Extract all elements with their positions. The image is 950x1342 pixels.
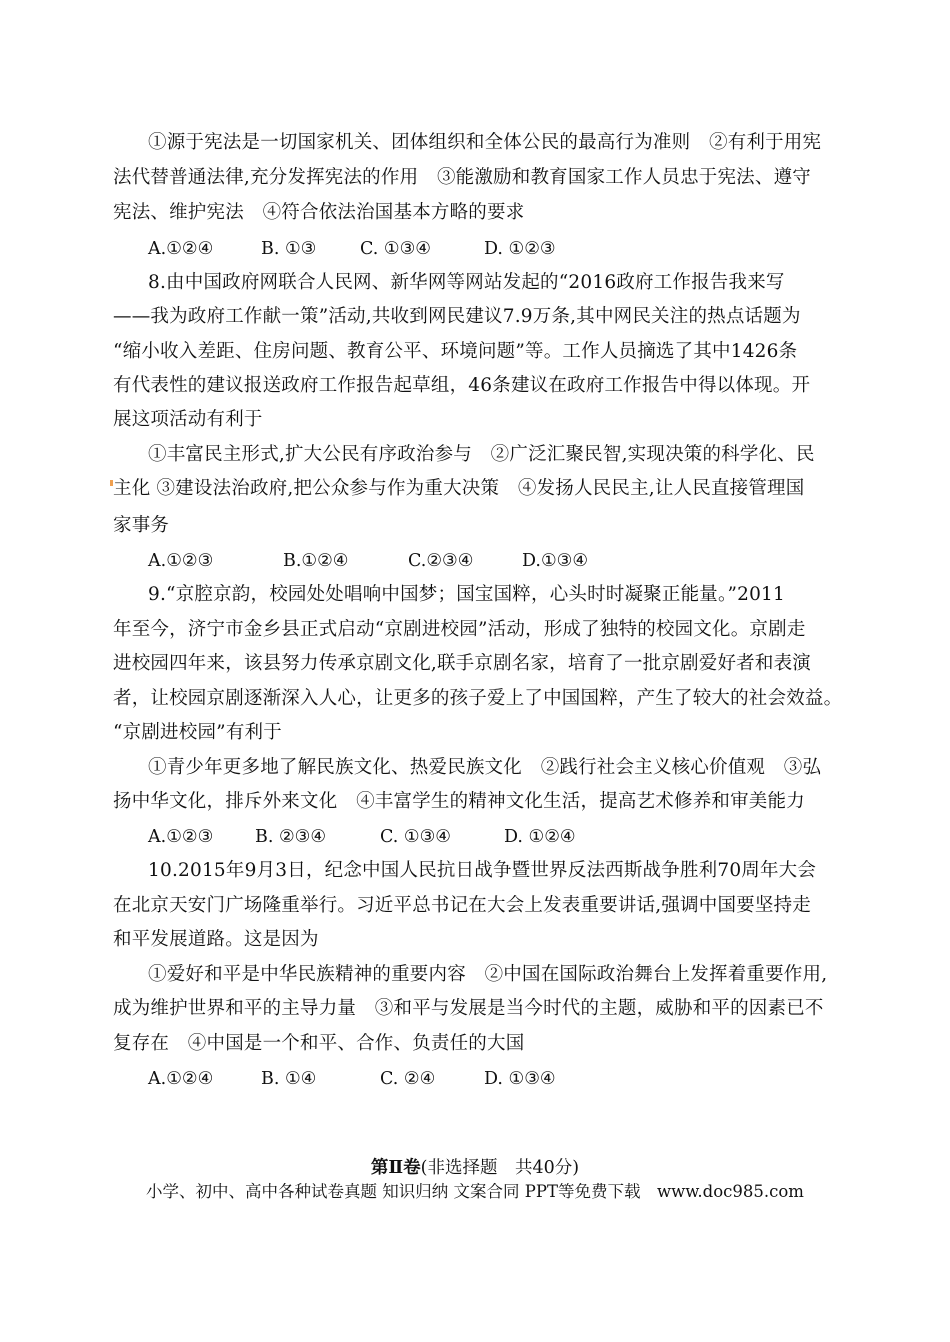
option-c: C.②③④ <box>408 551 474 571</box>
q8-choice-line: 家事务 <box>113 515 170 536</box>
q9-choice-line: ①青少年更多地了解民族文化、热爱民族文化 ②践行社会主义核心价值观 ③弘 <box>148 757 822 778</box>
q7-choice-line: ①源于宪法是一切国家机关、团体组织和全体公民的最高行为准则 ②有利于用宪 <box>148 132 822 153</box>
q10-choice-line: 复存在 ④中国是一个和平、合作、负责任的大国 <box>113 1033 525 1054</box>
section-heading-bold: 第Ⅱ卷 <box>370 1158 421 1178</box>
option-c: C. ②④ <box>380 1069 436 1089</box>
q10-stem-line: 10.2015年9月3日，纪念中国人民抗日战争暨世界反法西斯战争胜利70周年大会 <box>148 860 817 881</box>
option-a: A.①②④ <box>148 239 214 259</box>
q8-stem-line: ——我为政府工作献一策”活动,共收到网民建议7.9万条,其中网民关注的热点话题为 <box>113 306 801 327</box>
option-b: B. ①④ <box>261 1069 317 1089</box>
q8-stem-line: 展这项活动有利于 <box>113 409 263 430</box>
q8-stem-line: “缩小收入差距、住房问题、教育公平、环境问题”等。工作人员摘选了其中1426条 <box>113 341 798 362</box>
q9-stem-line: “京剧进校园”有利于 <box>113 722 282 743</box>
q9-stem-line: 9.“京腔京韵，校园处处唱响中国梦；国宝国粹，心头时时凝聚正能量。”2011 <box>148 584 786 605</box>
section-heading <box>0 1156 950 1180</box>
option-b: B.①②④ <box>283 551 349 571</box>
option-c: C. ①③④ <box>360 239 431 259</box>
option-b: B. ①③ <box>261 239 317 259</box>
option-d: D. ①③④ <box>484 1069 556 1089</box>
q8-stem-line: 8.由中国政府网联合人民网、新华网等网站发起的“2016政府工作报告我来写 <box>148 272 785 293</box>
option-d: D. ①②③ <box>484 239 556 259</box>
option-a: A.①②③ <box>148 551 214 571</box>
q7-choice-line: 宪法、维护宪法 ④符合依法治国基本方略的要求 <box>113 202 525 223</box>
q10-choice-line: ①爱好和平是中华民族精神的重要内容 ②中国在国际政治舞台上发挥着重要作用, <box>148 964 828 985</box>
q8-stem-line: 有代表性的建议报送政府工作报告起草组，46条建议在政府工作报告中得以体现。开 <box>113 375 811 396</box>
q10-stem-line: 和平发展道路。这是因为 <box>113 929 319 950</box>
q9-stem-line: 进校园四年来，该县努力传承京剧文化,联手京剧名家，培育了一批京剧爱好者和表演 <box>113 653 811 674</box>
option-b: B. ②③④ <box>255 827 327 847</box>
q8-choice-line: 主化 ③建设法治政府,把公众参与作为重大决策 ④发扬人民民主,让人民直接管理国 <box>113 478 805 499</box>
q7-choice-line: 法代替普通法律,充分发挥宪法的作用 ③能激励和教育国家工作人员忠于宪法、遵守 <box>113 167 811 188</box>
q10-stem-line: 在北京天安门广场隆重举行。习近平总书记在大会上发表重要讲话,强调中国要坚持走 <box>113 895 811 916</box>
option-a: A.①②③ <box>148 827 214 847</box>
option-d: D. ①②④ <box>504 827 576 847</box>
option-d: D.①③④ <box>522 551 589 571</box>
option-a: A.①②④ <box>148 1069 214 1089</box>
q9-stem-line: 年至今，济宁市金乡县正式启动“京剧进校园”活动，形成了独特的校园文化。京剧走 <box>113 619 806 640</box>
option-c: C. ①③④ <box>380 827 451 847</box>
q9-choice-line: 扬中华文化，排斥外来文化 ④丰富学生的精神文化生活，提高艺术修养和审美能力 <box>113 791 805 812</box>
page-footer: 小学、初中、高中各种试卷真题 知识归纳 文案合同 PPT等免费下载 www.doc985.com <box>146 1182 804 1201</box>
q8-choice-line: ①丰富民主形式,扩大公民有序政治参与 ②广泛汇聚民智,实现决策的科学化、民 <box>148 444 815 465</box>
q9-stem-line: 者，让校园京剧逐渐深入人心，让更多的孩子爱上了中国国粹，产生了较大的社会效益。 <box>113 688 843 709</box>
section-heading-detail: (非选择题 共40分) <box>420 1158 580 1178</box>
q10-choice-line: 成为维护世界和平的主导力量 ③和平与发展是当今时代的主题，威胁和平的因素已不 <box>113 998 824 1019</box>
